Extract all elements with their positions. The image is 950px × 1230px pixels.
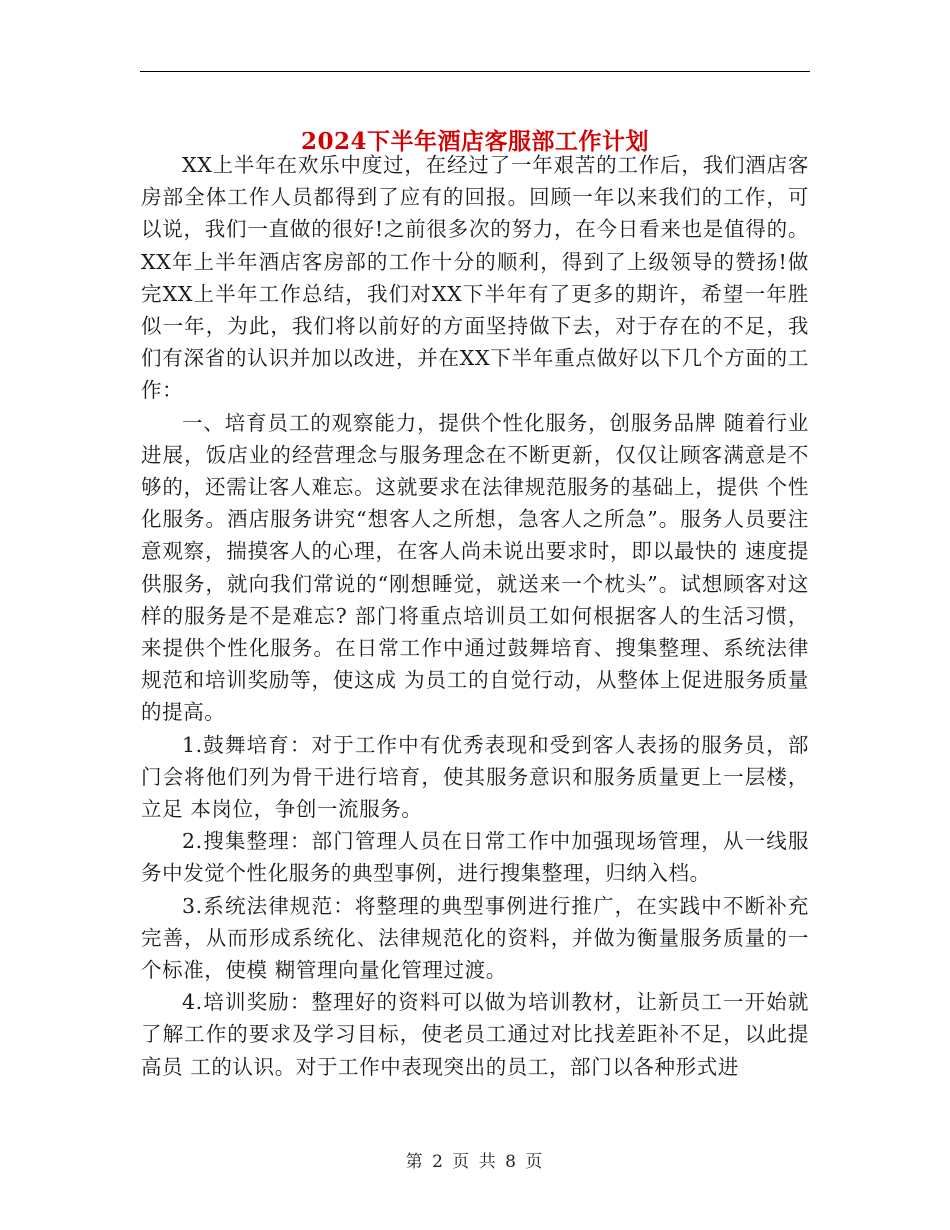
paragraph-intro: XX上半年在欢乐中度过，在经过了一年艰苦的工作后，我们酒店客房部全体工作人员都得到了应有的回报。回顾一年以来我们的工作，可以说，我们一直做的很好!之前很多次的努力，在今日看来也是值得的。XX年上半年酒店客房部的工作十分的顺利，得到了上级领导的赞扬!做完XX上半年工作总结，我们对XX下半年有了更多的期许，希望一年胜似一年，为此，我们将以前好的方面坚持做下去，对于存在的不足，我们有深省的认识并加以改进，并在XX下半年重点做好以下几个方面的工作： [141, 153, 809, 403]
header-rule [140, 71, 810, 72]
paragraph-item-4: 4.培训奖励：整理好的资料可以做为培训教材，让新员工一开始就了解工作的要求及学习目标，使老员工通过对比找差距补不足，以此提高员 工的认识。对于工作中表现突出的员工，部门以各种形式进 [141, 990, 809, 1079]
page-footer: 第 2 页 共 8 页 [405, 1152, 545, 1172]
paragraph-item-3: 3.系统法律规范：将整理的典型事例进行推广，在实践中不断补充完善，从而形成系统化、法律规范化的资料，并做为衡量服务质量的一个标准，使模 糊管理向量化管理过渡。 [141, 893, 809, 983]
document-title: 2024下半年酒店客服部工作计划 [300, 128, 649, 156]
paragraph-item-1: 1.鼓舞培育：对于工作中有优秀表现和受到客人表扬的服务员，部门会将他们列为骨干进行培育，使其服务意识和服务质量更上一层楼，立足 本岗位，争创一流服务。 [141, 732, 809, 822]
paragraph-item-2: 2.搜集整理：部门管理人员在日常工作中加强现场管理，从一线服务中发觉个性化服务的典型事例，进行搜集整理，归纳入档。 [141, 829, 809, 886]
document-body [141, 149, 809, 1083]
paragraph-section-1: 一、培育员工的观察能力，提供个性化服务，创服务品牌 随着行业进展，饭店业的经营理念与服务理念在不断更新，仅仅让顾客满意是不够的，还需让客人难忘。这就要求在法律规范服务的基础上，提供 个性化服务。酒店服务讲究“想客人之所想，急客人之所急”。服务人员要注意观察，揣摸客人的心理，在客人尚未说出要求时，即以最快的 速度提供服务，就向我们常说的“刚想睡觉，就送来一个枕头”。试想顾客对这样的服务是不是难忘? 部门将重点培训员工如何根据客人的生活习惯，来提供个性化服务。在日常工作中通过鼓舞培育、搜集整理、系统法律规范和培训奖励等，使这成 为员工的自觉行动，从整体上促进服务质量的提高。 [141, 410, 809, 725]
